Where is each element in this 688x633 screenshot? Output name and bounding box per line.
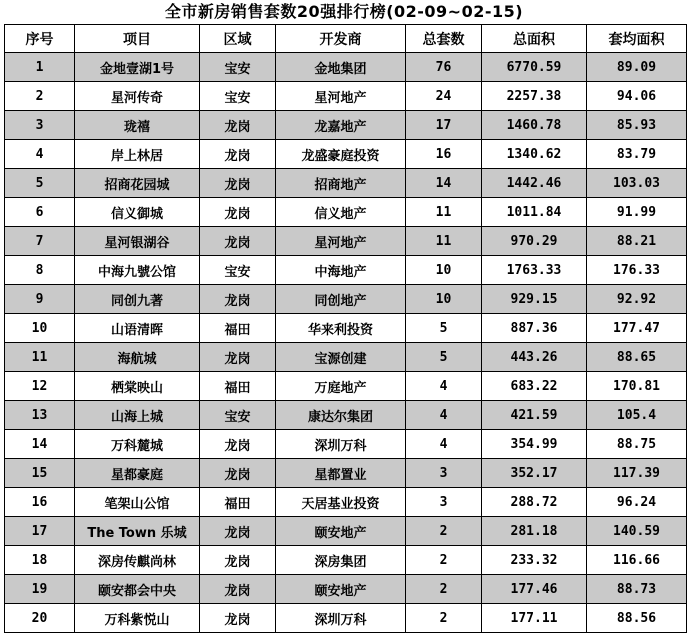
col-avg-area-cell: 105.4: [587, 401, 687, 430]
col-developer-cell: 康达尔集团: [276, 401, 406, 430]
table-row: [5, 314, 687, 343]
col-project-cell: 山海上城: [75, 401, 200, 430]
col-district-header: 区域: [200, 25, 276, 53]
col-district-cell: 龙岗: [200, 459, 276, 488]
col-units-cell: 11: [406, 198, 482, 227]
col-avg-area-cell: 85.93: [587, 111, 687, 140]
col-project-cell: 万科麓城: [75, 430, 200, 459]
col-units-cell: 10: [406, 256, 482, 285]
table-body: [5, 53, 687, 633]
col-total-area-cell: 443.26: [482, 343, 587, 372]
col-total-area-cell: 1340.62: [482, 140, 587, 169]
col-total-area-cell: 288.72: [482, 488, 587, 517]
col-project-cell: 星河传奇: [75, 82, 200, 111]
col-developer-cell: 深圳万科: [276, 604, 406, 633]
col-rank-cell: 15: [5, 459, 75, 488]
col-avg-area-cell: 176.33: [587, 256, 687, 285]
col-district-cell: 龙岗: [200, 343, 276, 372]
col-project-cell: 栖棠映山: [75, 372, 200, 401]
table-row: [5, 227, 687, 256]
col-total-area-cell: 281.18: [482, 517, 587, 546]
table-row: [5, 546, 687, 575]
col-project-cell: 招商花园城: [75, 169, 200, 198]
col-project-cell: 海航城: [75, 343, 200, 372]
col-total-area-cell: 6770.59: [482, 53, 587, 82]
table-row: [5, 430, 687, 459]
col-developer-cell: 深圳万科: [276, 430, 406, 459]
col-district-cell: 龙岗: [200, 517, 276, 546]
table-row: [5, 140, 687, 169]
col-project-cell: 山语清晖: [75, 314, 200, 343]
col-rank-cell: 5: [5, 169, 75, 198]
col-units-cell: 4: [406, 401, 482, 430]
col-units-cell: 11: [406, 227, 482, 256]
col-district-cell: 福田: [200, 314, 276, 343]
col-developer-cell: 星都置业: [276, 459, 406, 488]
table-header-row: [5, 25, 687, 53]
col-project-cell: 颐安都会中央: [75, 575, 200, 604]
col-developer-cell: 星河地产: [276, 227, 406, 256]
col-rank-cell: 11: [5, 343, 75, 372]
col-district-cell: 龙岗: [200, 546, 276, 575]
col-units-cell: 10: [406, 285, 482, 314]
col-units-cell: 16: [406, 140, 482, 169]
table-row: [5, 53, 687, 82]
col-project-cell: 笔架山公馆: [75, 488, 200, 517]
col-developer-cell: 中海地产: [276, 256, 406, 285]
col-units-cell: 3: [406, 459, 482, 488]
col-rank-cell: 1: [5, 53, 75, 82]
table-row: [5, 169, 687, 198]
col-units-cell: 14: [406, 169, 482, 198]
col-total-area-cell: 352.17: [482, 459, 587, 488]
col-project-cell: 中海九號公馆: [75, 256, 200, 285]
col-project-cell: 信义御城: [75, 198, 200, 227]
col-rank-cell: 10: [5, 314, 75, 343]
col-project-cell: The Town 乐城: [75, 517, 200, 546]
col-total-area-cell: 421.59: [482, 401, 587, 430]
col-project-cell: 万科紫悦山: [75, 604, 200, 633]
col-developer-cell: 华来利投资: [276, 314, 406, 343]
col-units-cell: 2: [406, 575, 482, 604]
col-district-cell: 龙岗: [200, 169, 276, 198]
col-units-cell: 24: [406, 82, 482, 111]
col-total-area-cell: 1460.78: [482, 111, 587, 140]
col-rank-cell: 19: [5, 575, 75, 604]
col-district-cell: 龙岗: [200, 140, 276, 169]
col-district-cell: 福田: [200, 372, 276, 401]
col-district-cell: 福田: [200, 488, 276, 517]
col-total-area-cell: 887.36: [482, 314, 587, 343]
col-rank-cell: 7: [5, 227, 75, 256]
col-avg-area-cell: 89.09: [587, 53, 687, 82]
col-rank-cell: 9: [5, 285, 75, 314]
col-rank-cell: 18: [5, 546, 75, 575]
col-project-cell: 珑禧: [75, 111, 200, 140]
table-row: [5, 111, 687, 140]
col-rank-cell: 12: [5, 372, 75, 401]
table-row: [5, 256, 687, 285]
col-developer-cell: 同创地产: [276, 285, 406, 314]
col-avg-area-cell: 96.24: [587, 488, 687, 517]
table-row: [5, 82, 687, 111]
table-row: [5, 343, 687, 372]
col-units-cell: 3: [406, 488, 482, 517]
col-units-header: 总套数: [406, 25, 482, 53]
table-row: [5, 372, 687, 401]
col-avg-area-cell: 94.06: [587, 82, 687, 111]
col-avg-area-cell: 88.73: [587, 575, 687, 604]
sales-ranking-table: [4, 24, 687, 633]
col-avg-area-cell: 88.21: [587, 227, 687, 256]
col-avg-area-cell: 116.66: [587, 546, 687, 575]
col-total-area-cell: 177.46: [482, 575, 587, 604]
col-total-area-cell: 354.99: [482, 430, 587, 459]
col-developer-cell: 龙嘉地产: [276, 111, 406, 140]
table-row: [5, 488, 687, 517]
col-developer-cell: 招商地产: [276, 169, 406, 198]
col-avg-area-cell: 140.59: [587, 517, 687, 546]
col-units-cell: 5: [406, 314, 482, 343]
table-row: [5, 285, 687, 314]
col-avg-area-header: 套均面积: [587, 25, 687, 53]
col-developer-header: 开发商: [276, 25, 406, 53]
col-total-area-cell: 1442.46: [482, 169, 587, 198]
col-total-area-cell: 683.22: [482, 372, 587, 401]
col-district-cell: 宝安: [200, 53, 276, 82]
col-district-cell: 宝安: [200, 256, 276, 285]
table-row: [5, 459, 687, 488]
col-total-area-cell: 970.29: [482, 227, 587, 256]
col-developer-cell: 颐安地产: [276, 517, 406, 546]
col-avg-area-cell: 92.92: [587, 285, 687, 314]
table-row: [5, 198, 687, 227]
col-district-cell: 龙岗: [200, 285, 276, 314]
col-district-cell: 宝安: [200, 82, 276, 111]
col-developer-cell: 信义地产: [276, 198, 406, 227]
col-avg-area-cell: 91.99: [587, 198, 687, 227]
col-project-cell: 星河银湖谷: [75, 227, 200, 256]
col-units-cell: 5: [406, 343, 482, 372]
table-row: [5, 517, 687, 546]
col-project-cell: 星都豪庭: [75, 459, 200, 488]
col-total-area-cell: 1763.33: [482, 256, 587, 285]
col-avg-area-cell: 88.65: [587, 343, 687, 372]
col-units-cell: 4: [406, 372, 482, 401]
col-district-cell: 宝安: [200, 401, 276, 430]
col-avg-area-cell: 177.47: [587, 314, 687, 343]
col-rank-cell: 2: [5, 82, 75, 111]
col-developer-cell: 龙盛豪庭投资: [276, 140, 406, 169]
col-avg-area-cell: 170.81: [587, 372, 687, 401]
col-district-cell: 龙岗: [200, 111, 276, 140]
col-units-cell: 2: [406, 546, 482, 575]
col-project-cell: 岸上林居: [75, 140, 200, 169]
col-developer-cell: 深房集团: [276, 546, 406, 575]
col-total-area-cell: 2257.38: [482, 82, 587, 111]
col-rank-cell: 6: [5, 198, 75, 227]
table-row: [5, 575, 687, 604]
table-row: [5, 401, 687, 430]
col-developer-cell: 颐安地产: [276, 575, 406, 604]
col-rank-cell: 8: [5, 256, 75, 285]
col-avg-area-cell: 88.75: [587, 430, 687, 459]
col-developer-cell: 宝源创建: [276, 343, 406, 372]
col-developer-cell: 天居基业投资: [276, 488, 406, 517]
col-avg-area-cell: 117.39: [587, 459, 687, 488]
col-units-cell: 17: [406, 111, 482, 140]
col-project-header: 项目: [75, 25, 200, 53]
col-units-cell: 4: [406, 430, 482, 459]
col-rank-cell: 4: [5, 140, 75, 169]
col-developer-cell: 星河地产: [276, 82, 406, 111]
col-district-cell: 龙岗: [200, 604, 276, 633]
col-rank-cell: 16: [5, 488, 75, 517]
col-district-cell: 龙岗: [200, 227, 276, 256]
page-title: 全市新房销售套数20强排行榜(02-09~02-15): [164, 2, 524, 21]
col-units-cell: 2: [406, 517, 482, 546]
col-units-cell: 76: [406, 53, 482, 82]
col-district-cell: 龙岗: [200, 575, 276, 604]
col-rank-cell: 14: [5, 430, 75, 459]
col-district-cell: 龙岗: [200, 198, 276, 227]
col-avg-area-cell: 83.79: [587, 140, 687, 169]
col-total-area-cell: 1011.84: [482, 198, 587, 227]
col-project-cell: 金地壹湖1号: [75, 53, 200, 82]
col-district-cell: 龙岗: [200, 430, 276, 459]
col-developer-cell: 金地集团: [276, 53, 406, 82]
col-project-cell: 深房传麒尚林: [75, 546, 200, 575]
col-rank-cell: 20: [5, 604, 75, 633]
col-rank-header: 序号: [5, 25, 75, 53]
col-developer-cell: 万庭地产: [276, 372, 406, 401]
col-avg-area-cell: 88.56: [587, 604, 687, 633]
col-total-area-cell: 233.32: [482, 546, 587, 575]
col-rank-cell: 17: [5, 517, 75, 546]
col-avg-area-cell: 103.03: [587, 169, 687, 198]
col-total-area-cell: 929.15: [482, 285, 587, 314]
col-total-area-cell: 177.11: [482, 604, 587, 633]
col-total-area-header: 总面积: [482, 25, 587, 53]
col-units-cell: 2: [406, 604, 482, 633]
col-rank-cell: 13: [5, 401, 75, 430]
col-project-cell: 同创九著: [75, 285, 200, 314]
col-rank-cell: 3: [5, 111, 75, 140]
